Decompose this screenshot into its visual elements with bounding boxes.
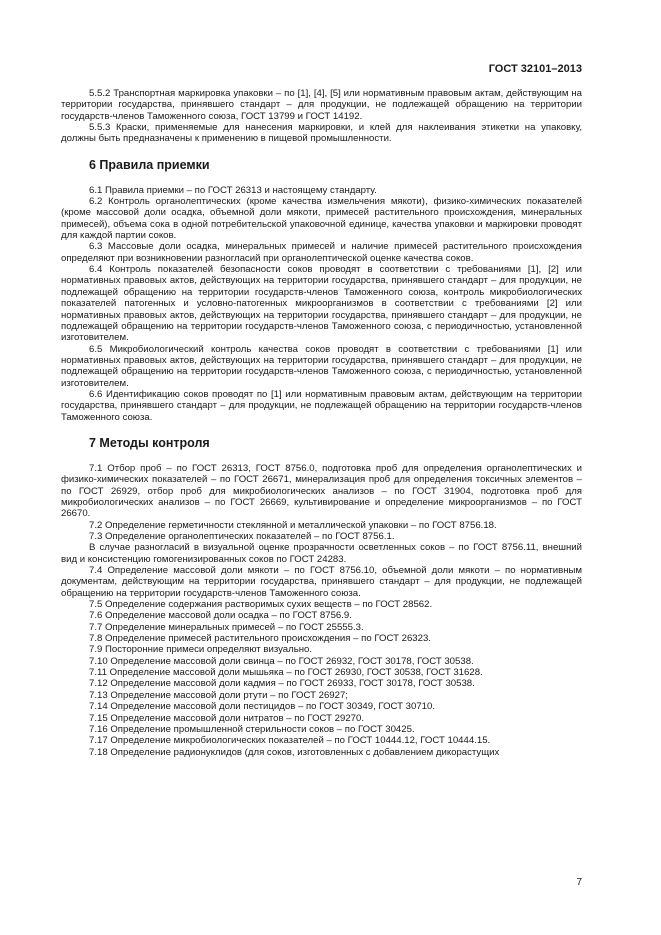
paragraph: 6.3 Массовые доли осадка, минеральных примесей и наличие примесей растительного происхождения определяют при возникновении разногласий при органолептической оценке качества соков. (61, 241, 582, 264)
section-7-heading: 7 Методы контроля (89, 435, 210, 450)
paragraph: 5.5.3 Краски, применяемые для нанесения маркировки, и клей для наклеивания этикетки на упаковку, должны быть предназначены к применению в пищевой промышленности. (61, 122, 582, 145)
paragraph: 6.2 Контроль органолептических (кроме качества измельчения мякоти), физико-химических показателей (кроме массовой доли осадка, объемной доли мякоти, примесей растительного происхождения, минеральных примесей), объема сока в одной потребительской упаковочной единице, качества упаковки и маркировки проводят для каждой партии соков. (61, 196, 582, 242)
paragraph: 7.13 Определение массовой доли ртути – по ГОСТ 26927; (89, 689, 348, 701)
section-5-continuation (61, 88, 582, 145)
section-6-heading: 6 Правила приемки (89, 157, 210, 172)
paragraph: 7.9 Посторонние примеси определяют визуально. (89, 644, 313, 656)
paragraph: 7.7 Определение минеральных примесей – по ГОСТ 25555.3. (89, 621, 364, 633)
paragraph: В случае разногласий в визуальной оценке прозрачности осветленных соков – по ГОСТ 8756.11, внешний вид и консистенцию гомогенизированных соков по ГОСТ 24283. (61, 542, 582, 565)
paragraph: 7.17 Определение микробиологических показателей – по ГОСТ 10444.12, ГОСТ 10444.15. (89, 735, 491, 747)
paragraph: 7.2 Определение герметичности стеклянной и металлической упаковки – по ГОСТ 8756.18. (89, 519, 497, 531)
paragraph: 6.4 Контроль показателей безопасности соков проводят в соответствии с требованиями [1], [2] или нормативных правовых актов, действующих на территории государства, принявшего стандарт – для продукции, не подлежащей обращению на территории государств-членов Таможенного союза, контроль микробиологических показателей патогенных и условно-патогенных микроорганизмов в соответствии с требованиями [2] или нормативных правовых актов, действующих на территории государства, принявшего стандарт – для продукции, не подлежащей обращению на территории государств-членов Таможенного союза, с периодичностью, установленной изготовителем. (61, 264, 582, 344)
paragraph: 6.6 Идентификацию соков проводят по [1] или нормативным правовым актам, действующим на территории государства, принявшего стандарт – для продукции, не подлежащей обращению на территории государств-членов Таможенного союза. (61, 388, 582, 423)
section-6-body (61, 185, 582, 423)
section-7-body (61, 463, 582, 758)
paragraph: 7.16 Определение промышленной стерильности соков – по ГОСТ 30425. (89, 723, 415, 735)
paragraph: 7.1 Отбор проб – по ГОСТ 26313, ГОСТ 8756.0, подготовка проб для определения органолептических и физико-химических показателей – по ГОСТ 26671, минерализация проб для определения токсичных элементов – по ГОСТ 26929, отбор проб для микробиологических анализов – по ГОСТ 31904, подготовка проб для микробиологических анализов – по ГОСТ 26669, культивирование и определение микроорганизмов – по ГОСТ 26670. (61, 462, 582, 520)
paragraph: 7.4 Определение массовой доли мякоти – по ГОСТ 8756.10, объемной доли мякоти – по нормативным документам, действующим на территории государства, принявшего стандарт – для продукции, не подлежащей обращению на территории государств-членов Таможенного союза. (61, 565, 582, 599)
paragraph: 7.15 Определение массовой доли нитратов – по ГОСТ 29270. (89, 712, 365, 724)
paragraph: 7.8 Определение примесей растительного происхождения – по ГОСТ 26323. (89, 633, 431, 645)
paragraph: 7.10 Определение массовой доли свинца – по ГОСТ 26932, ГОСТ 30178, ГОСТ 30538. (89, 655, 474, 667)
paragraph: 7.12 Определение массовой доли кадмия – по ГОСТ 26933, ГОСТ 30178, ГОСТ 30538. (89, 678, 475, 690)
paragraph: 7.11 Определение массовой доли мышьяка – по ГОСТ 26930, ГОСТ 30538, ГОСТ 31628. (89, 667, 483, 679)
document-id-header: ГОСТ 32101–2013 (488, 63, 582, 75)
page-number: 7 (576, 877, 582, 888)
paragraph: 7.14 Определение массовой доли пестицидов – по ГОСТ 30349, ГОСТ 30710. (89, 701, 436, 713)
document-body (61, 88, 582, 758)
paragraph: 7.5 Определение содержания растворимых сухих веществ – по ГОСТ 28562. (89, 599, 433, 611)
paragraph: 7.3 Определение органолептических показателей – по ГОСТ 8756.1. (89, 531, 395, 542)
paragraph: 7.6 Определение массовой доли осадка – по ГОСТ 8756.9. (89, 610, 352, 622)
paragraph: 7.18 Определение радионуклидов (для соков, изготовленных с добавлением дикорастущих (89, 746, 500, 758)
paragraph: 6.1 Правила приемки – по ГОСТ 26313 и настоящему стандарту. (89, 184, 377, 196)
paragraph: 5.5.2 Транспортная маркировка упаковки – по [1], [4], [5] или нормативным правовым актам, действующим на территории государства, принявшего стандарт – для продукции, не подлежащей обращению на территории государств-членов Таможенного союза, ГОСТ 13799 и ГОСТ 14192. (61, 88, 582, 122)
paragraph: 6.5 Микробиологический контроль качества соков проводят в соответствии с требованиями [1] или нормативных правовых актов, действующих на территории государства, принявшего стандарт – для продукции, не подлежащей обращению на территории государств-членов Таможенного союза, с периодичностью, установленной изготовителем. (61, 343, 582, 389)
